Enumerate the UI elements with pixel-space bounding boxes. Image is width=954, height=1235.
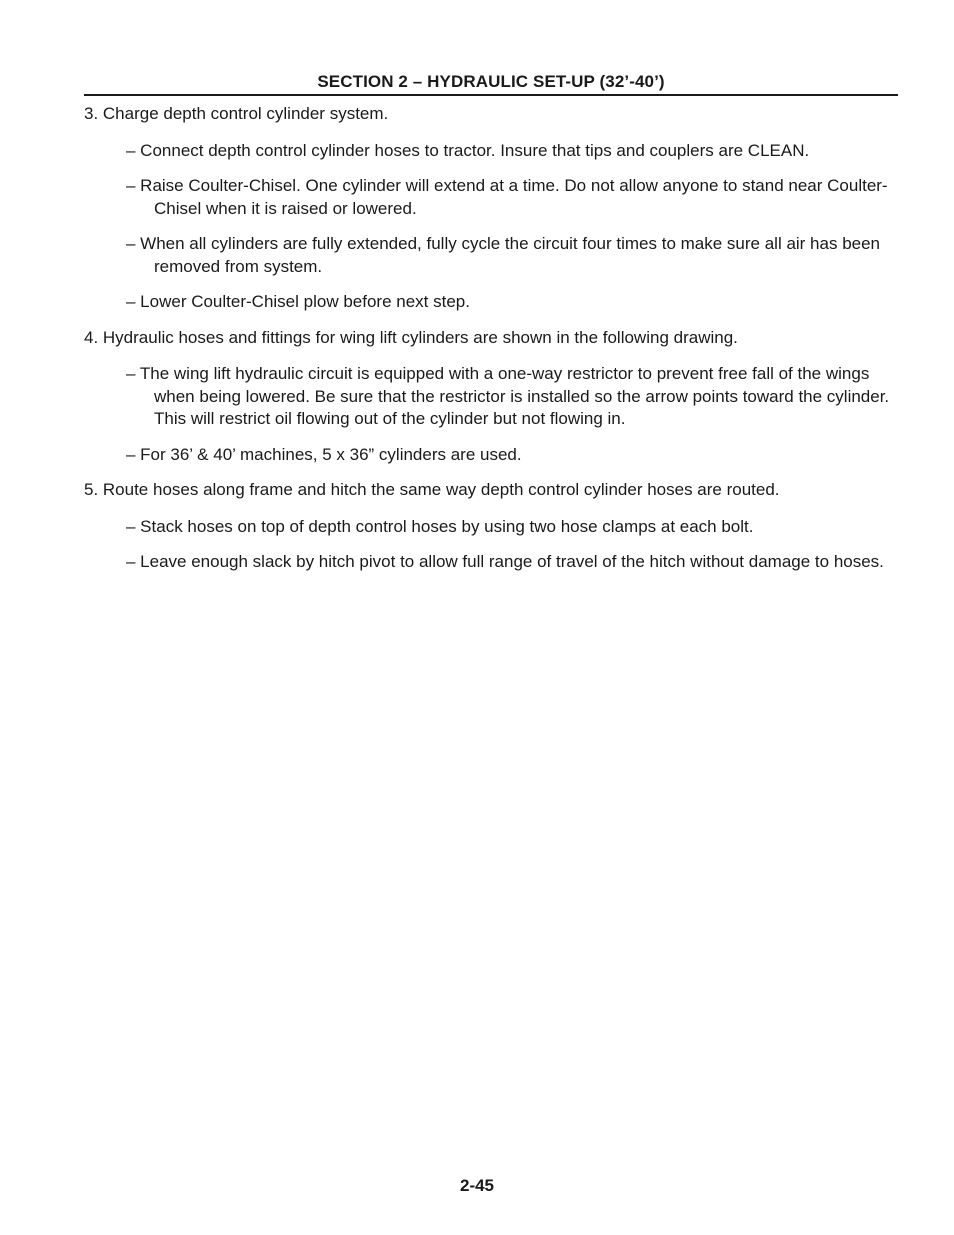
step-3-sub-2: – Raise Coulter-Chisel. One cylinder will extend at a time. Do not allow anyone to stand near Coulter-Chisel when it is raised or lowered. — [126, 176, 888, 218]
step-3-sub-4: – Lower Coulter-Chisel plow before next step. — [126, 292, 470, 311]
step-3: 3. Charge depth control cylinder system. — [84, 104, 389, 123]
step-4-sub-1: – The wing lift hydraulic circuit is equipped with a one-way restrictor to prevent free fall of the wings when being lowered. Be sure that the restrictor is installed so the arrow points toward the cylinder. This will restrict oil flowing out of the cylinder but not flowing in. — [126, 364, 890, 428]
step-5-sub-2: – Leave enough slack by hitch pivot to allow full range of travel of the hitch without damage to hoses. — [126, 552, 884, 571]
step-4: 4. Hydraulic hoses and fittings for wing lift cylinders are shown in the following drawing. — [84, 327, 738, 347]
instructions-body — [84, 103, 898, 587]
section-title: SECTION 2 – HYDRAULIC SET-UP (32’-40’) — [317, 72, 665, 91]
step-3-sub-1: – Connect depth control cylinder hoses to tractor. Insure that tips and couplers are CLEAN. — [126, 140, 810, 160]
page-number: 2-45 — [459, 1176, 495, 1195]
step-3-sub-3: – When all cylinders are fully extended, fully cycle the circuit four times to make sure all air has been removed from system. — [126, 234, 881, 276]
step-5: 5. Route hoses along frame and hitch the same way depth control cylinder hoses are routed. — [84, 480, 780, 499]
section-header — [84, 70, 898, 96]
step-4-sub-2: – For 36’ & 40’ machines, 5 x 36” cylinders are used. — [126, 444, 522, 464]
step-5-sub-1: – Stack hoses on top of depth control hoses by using two hose clamps at each bolt. — [126, 516, 754, 536]
